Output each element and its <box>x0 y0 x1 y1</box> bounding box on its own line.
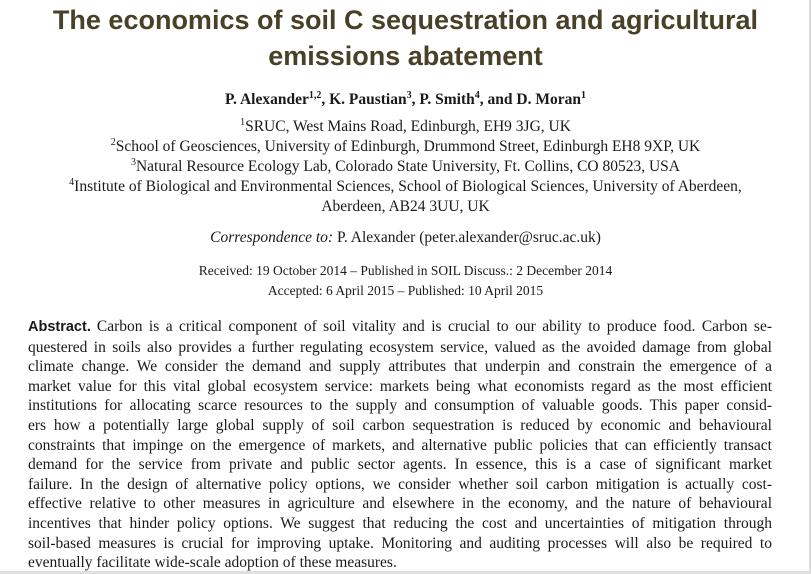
affiliation-sup: 3 <box>130 157 136 168</box>
affiliation-sup: 2 <box>110 137 116 148</box>
correspondence-text: P. Alexander (peter.alexander@sruc.ac.uk) <box>336 229 601 246</box>
correspondence-label: Correspondence to: <box>210 229 334 246</box>
abstract-line: effective relative to other measures in agriculture and elsewhere in the economy, and the nature of behavioural <box>28 495 772 513</box>
title-line-1: The economics of soil C sequestration and agricultural <box>52 5 759 35</box>
author-name: P. Smith <box>419 91 475 108</box>
affiliation-text: Aberdeen, AB24 3UU, UK <box>321 198 490 215</box>
author-affil-sup: 4 <box>474 90 480 101</box>
publication-dates <box>0 261 811 301</box>
author-separator: , <box>321 91 330 108</box>
abstract-line <box>28 317 772 338</box>
affiliation-1 <box>0 117 811 137</box>
affiliation-2 <box>0 137 811 157</box>
author-separator: , <box>411 91 420 108</box>
abstract-text: Carbon is a critical component of soil vitality and is crucial to our ability to produce food. Carbon se- <box>96 318 772 335</box>
dates-line-2: Accepted: 6 April 2015 – Published: 10 April 2015 <box>267 283 544 298</box>
title-line-2: emissions abatement <box>268 41 543 71</box>
author-affil-sup: 1 <box>580 90 586 101</box>
author-separator: , and <box>479 91 517 108</box>
abstract-line: eventually facilitate wide-scale adoption of these measures. <box>28 554 397 572</box>
abstract-line: constraints that impinge on the emergence of markets, and alternative public policies that can efficiently transact <box>28 436 772 454</box>
abstract-line: soil-based measures is crucial for improving uptake. Monitoring and auditing processes will also be required to <box>28 534 772 552</box>
affiliation-text: SRUC, West Mains Road, Edinburgh, EH9 3JG, UK <box>245 118 571 135</box>
abstract-line: questered in soils also provides a further regulating ecosystem service, valued as the avoided damage from global <box>28 338 772 356</box>
affiliation-list <box>0 117 811 217</box>
abstract-line: demand for the service from private and public sector agents. In essence, this is a case of significant market <box>28 456 772 474</box>
author-name: P. Alexander <box>225 91 309 108</box>
affiliation-text: Institute of Biological and Environmental Sciences, School of Biological Sciences, University of Aberdeen, <box>74 178 742 195</box>
affiliation-text: School of Geosciences, University of Edinburgh, Drummond Street, Edinburgh EH8 9XP, UK <box>115 138 701 155</box>
author-affil-sup: 1,2 <box>308 90 322 101</box>
abstract-line: incentives that hinder policy options. We suggest that reducing the cost and uncertainties of mitigation through <box>28 514 772 532</box>
author-name: K. Paustian <box>329 91 407 108</box>
correspondence <box>0 229 811 247</box>
abstract <box>28 317 772 573</box>
paper-title <box>0 2 811 74</box>
abstract-line: failure. In the design of alternative policy options, we consider whether soil carbon mitigation is actually cost- <box>28 475 772 493</box>
author-affil-sup: 3 <box>406 90 412 101</box>
affiliation-sup: 1 <box>240 117 246 128</box>
affiliation-4 <box>0 177 811 197</box>
affiliation-4-continued <box>0 197 811 217</box>
affiliation-3 <box>0 157 811 177</box>
dates-line-1: Received: 19 October 2014 – Published in SOIL Discuss.: 2 December 2014 <box>198 263 613 278</box>
abstract-line: institutions for allocating scarce resources to the supply and consumption of valuable goods. This paper consid- <box>28 397 772 415</box>
abstract-line: market value for this vital global ecosystem service: markets being what economists regard as the most efficient <box>28 377 772 395</box>
author-list <box>0 91 811 109</box>
abstract-label: Abstract. <box>28 319 91 335</box>
author-name: D. Moran <box>516 91 581 108</box>
abstract-line: climate change. We consider the demand and supply attributes that underpin and constrain the emergence of a <box>28 358 772 376</box>
abstract-line: ers how a potentially large global supply of soil carbon sequestration is reduced by economic and behavioural <box>28 416 772 434</box>
affiliation-sup: 4 <box>69 177 75 188</box>
affiliation-text: Natural Resource Ecology Lab, Colorado State University, Ft. Collins, CO 80523, USA <box>135 158 680 175</box>
